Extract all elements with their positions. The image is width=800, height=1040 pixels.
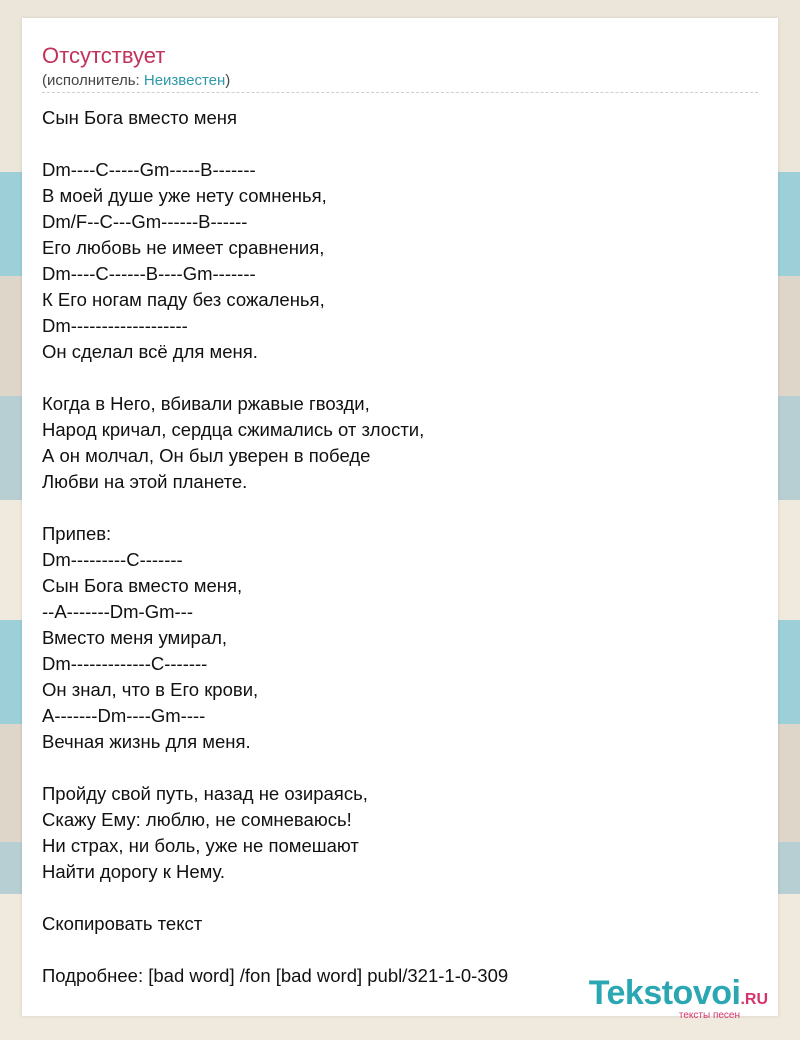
lyric-line: Его любовь не имеет сравнения, [42, 237, 325, 258]
artist-prefix: (исполнитель: [42, 72, 144, 89]
chord-line: Dm----C------B----Gm------- [42, 263, 256, 284]
lyric-line: Народ кричал, сердца сжимались от злости, [42, 419, 425, 440]
lyric-line: Любви на этой планете. [42, 471, 248, 492]
lyric-line [42, 365, 752, 391]
copy-text-link[interactable]: Скопировать текст [42, 913, 203, 934]
chord-line: Dm-------------C------- [42, 653, 208, 674]
lyric-line: Сын Бога вместо меня [42, 107, 238, 128]
artist-line [42, 72, 230, 90]
lyrics-block [42, 105, 752, 989]
chord-line: A-------Dm----Gm---- [42, 705, 206, 726]
content-card [22, 18, 778, 1021]
lyric-line [42, 755, 752, 781]
lyric-line: Найти дорогу к Нему. [42, 861, 226, 882]
song-title: Отсутствует [42, 43, 166, 68]
chord-line: Dm----C-----Gm-----B------- [42, 159, 256, 180]
chord-line: Dm------------------- [42, 315, 188, 336]
lyric-line: Он знал, что в Его крови, [42, 679, 259, 700]
chord-line: --A-------Dm-Gm--- [42, 601, 193, 622]
lyric-line [42, 131, 752, 157]
lyric-line: В моей душе уже нету сомненья, [42, 185, 327, 206]
lyric-line: Когда в Него, вбивали ржавые гвозди, [42, 393, 370, 414]
lyric-line: Он сделал всё для меня. [42, 341, 258, 362]
lyric-line: Скажу Ему: люблю, не сомневаюсь! [42, 809, 352, 830]
logo-tagline: тексты песен [678, 1010, 740, 1021]
logo-wordmark [589, 976, 768, 1010]
lyric-line: Вместо меня умирал, [42, 627, 228, 648]
lyric-line [42, 495, 752, 521]
artist-suffix: ) [225, 72, 231, 89]
lyric-line: Сын Бога вместо меня, [42, 575, 243, 596]
artist-link[interactable]: Неизвестен [143, 72, 226, 89]
lyric-line [42, 885, 752, 911]
chorus-label: Припев: [42, 523, 112, 544]
lyric-line: К Его ногам паду без сожаленья, [42, 289, 325, 310]
header-divider [42, 92, 758, 93]
chord-line: Dm/F--C---Gm------B------ [42, 211, 248, 232]
more-info-line: Подробнее: [bad word] /fon [bad word] publ/321-1-0-309 [42, 965, 509, 986]
chord-line: Dm---------C------- [42, 549, 183, 570]
lyric-line: А он молчал, Он был уверен в победе [42, 445, 371, 466]
spacer-line [42, 937, 752, 963]
lyric-line: Пройду свой путь, назад не озираясь, [42, 783, 368, 804]
lyric-line: Вечная жизнь для меня. [42, 731, 251, 752]
site-logo[interactable] [589, 976, 768, 1022]
logo-tld: .RU [740, 991, 768, 1008]
logo-name: Tekstovoi [588, 974, 741, 1012]
lyric-line: Ни страх, ни боль, уже не помешают [42, 835, 359, 856]
